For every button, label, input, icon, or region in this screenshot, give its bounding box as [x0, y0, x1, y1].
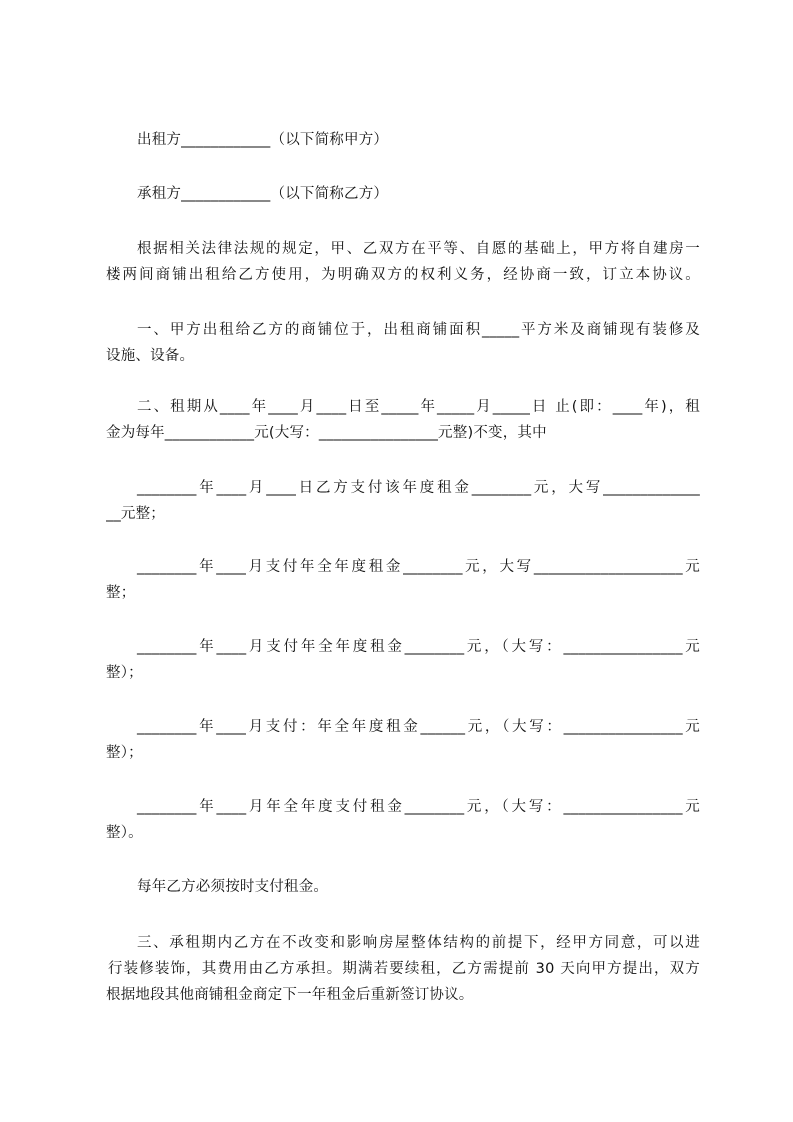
payment-1-line-2: __元整； [106, 506, 165, 522]
lessor-line: 出租方____________（以下简称甲方） [137, 132, 389, 148]
payment-2-line-1: ________年____月支付年全年度租金________元，大写____________________元 [137, 559, 700, 575]
clause3-line-2: 行装修装饰，其费用由乙方承担。期满若要续租，乙方需提前 30 天向甲方提出，双方 [108, 961, 700, 977]
payment-4-line-1: ________年____月支付：年全年度租金______元，（大写：________________元 [137, 719, 700, 735]
clause1-line-1: 一、甲方出租给乙方的商铺位于，出租商铺面积_____平方米及商铺现有装修及 [137, 322, 700, 338]
payment-2-line-2: 整； [106, 585, 136, 601]
clause3-line-3: 根据地段其他商铺租金商定下一年租金后重新签订协议。 [106, 987, 474, 1003]
clause2-line-1: 二、租期从____年____月____日至_____年_____月_____日 止(即：____年)，租 [137, 399, 700, 415]
payment-5-line-2: 整）。 [106, 825, 143, 841]
payment-4-line-2: 整）； [106, 745, 143, 761]
clause1-line-2: 设施、设备。 [106, 348, 195, 364]
annual-note: 每年乙方必须按时支付租金。 [137, 879, 329, 895]
payment-5-line-1: ________年____月年全年度支付租金________元，（大写：________________元 [137, 799, 700, 815]
payment-3-line-1: ________年____月支付年全年度租金________元，（大写：________________元 [137, 639, 700, 655]
preamble-line-1: 根据相关法律法规的规定，甲、乙双方在平等、自愿的基础上，甲方将自建房一 [137, 241, 700, 257]
lessee-line: 承租方____________（以下简称乙方） [137, 186, 389, 202]
payment-3-line-2: 整）； [106, 665, 143, 681]
payment-1-line-1: ________年____月____日乙方支付该年度租金________元，大写_____________ [137, 480, 700, 496]
clause2-line-2: 金为每年____________元(大写：________________元整)不变，其中 [106, 425, 547, 441]
preamble-line-2: 楼两间商铺出租给乙方使用，为明确双方的权利义务，经协商一致，订立本协议。 [106, 267, 700, 283]
clause3-line-1: 三、承租期内乙方在不改变和影响房屋整体结构的前提下，经甲方同意，可以进 [137, 935, 700, 951]
